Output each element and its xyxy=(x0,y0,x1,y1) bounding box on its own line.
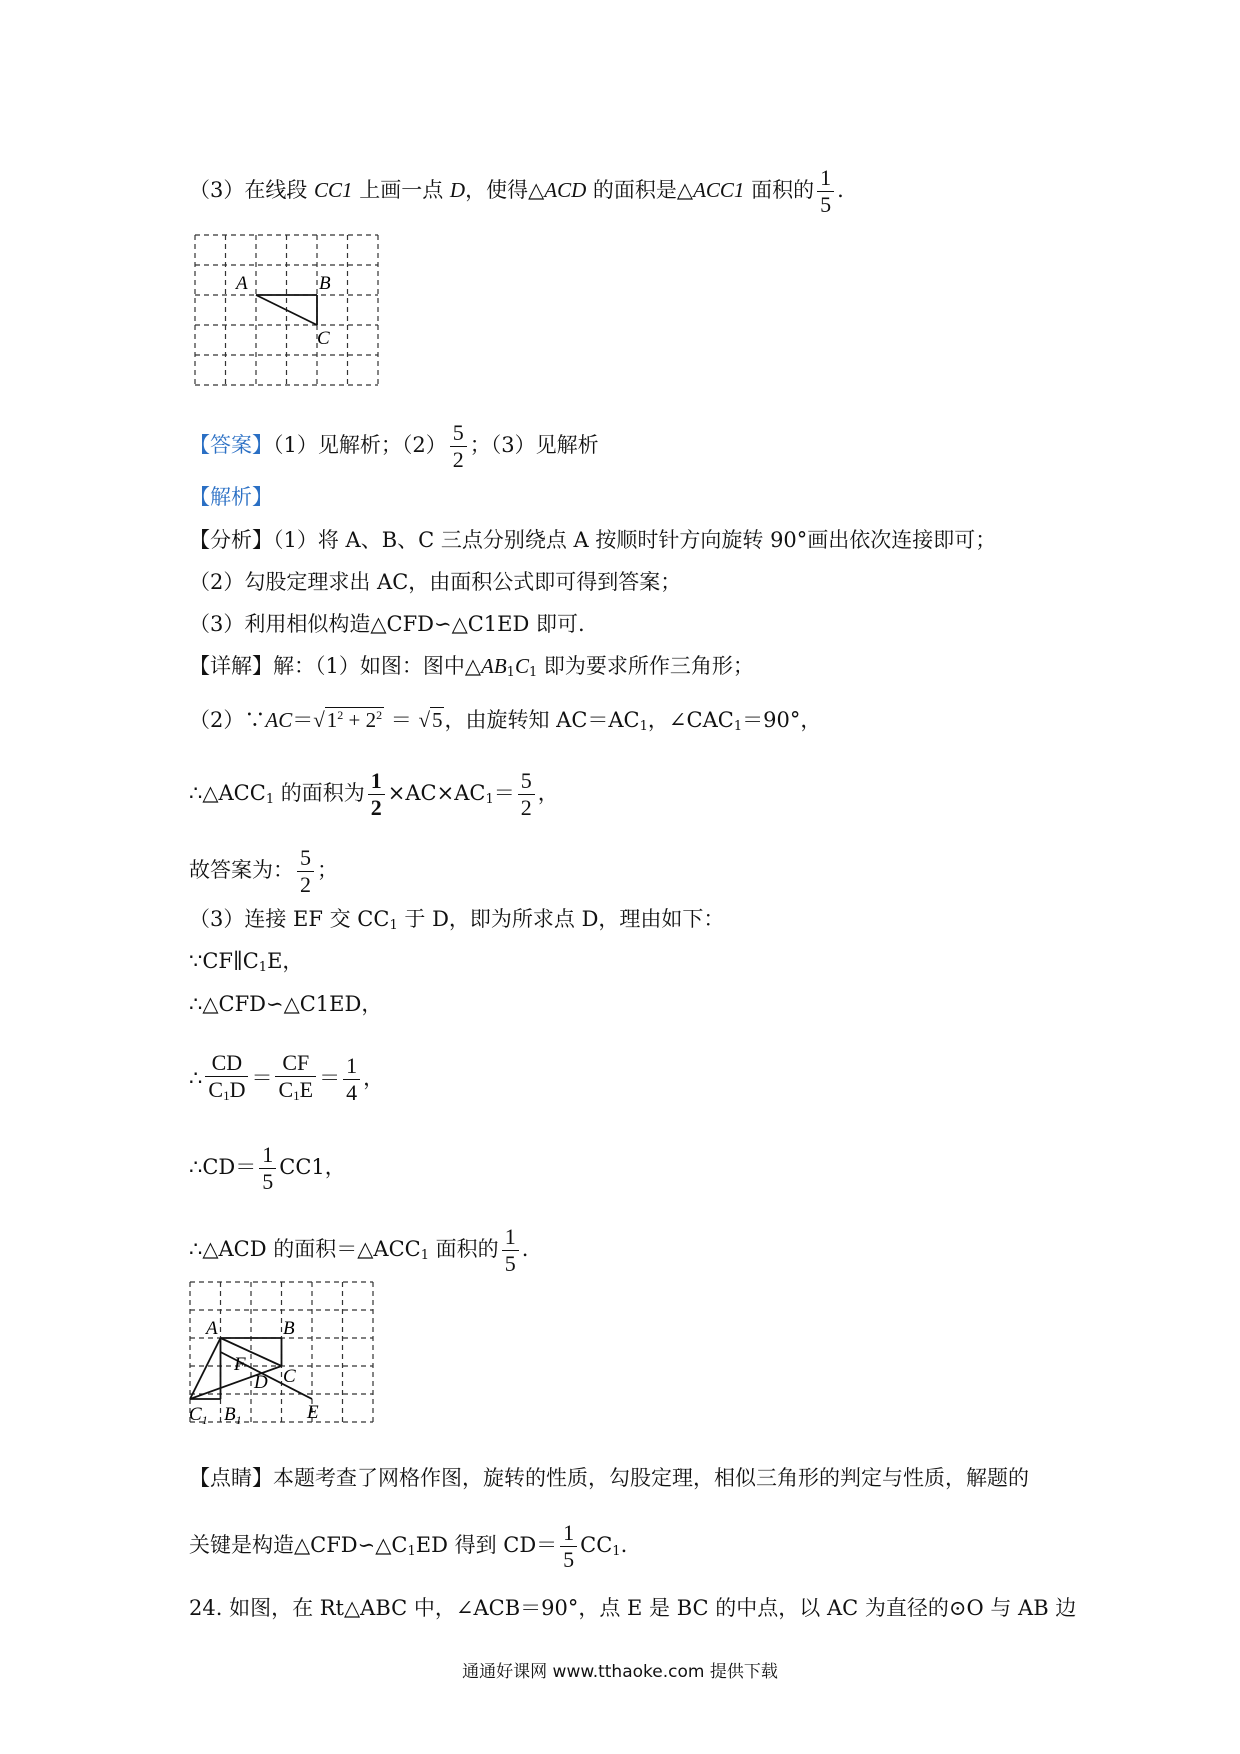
page-footer: 通通好课网 www.tthaoke.com 提供下载 xyxy=(462,1662,778,1682)
label-a: A xyxy=(236,273,248,294)
detail-line-4: 故答案为： $\frac{5}{2}$ ； xyxy=(189,845,338,897)
detail-line-9: ∴CD＝ $\frac{1}{5}$ CC1， xyxy=(189,1142,346,1194)
question-3: （3）在线段 CC1 上画一点 D，使得△ACD 的面积是△ACC1 面积的 $\frac{1}{5}$ . xyxy=(189,165,844,217)
label-d: D xyxy=(254,1372,268,1393)
fraction-one-fifth-3: $\frac{1}{5}$ xyxy=(502,1224,519,1277)
label-e: E xyxy=(307,1402,319,1423)
fraction-one-quarter: $\frac{1}{4}$ xyxy=(343,1053,360,1106)
detail-line-1: 【详解】解：（1）如图：图中$\triangle AB_1C_1$ 即为要求所作三角形； xyxy=(189,654,754,680)
fraction-cf-c1e: $\frac{CF}{C_1E}$ xyxy=(275,1050,316,1109)
dianjing-line-2: 关键是构造$\triangle CFD∽\triangle C_1ED$ 得到 CD＝ $\frac{1}{5}$ $CC_1$. xyxy=(189,1520,628,1572)
fraction-five-halves: $\frac{5}{2}$ xyxy=(450,420,467,473)
detail-line-8: ∴ $\frac{CD}{C_1D}$ ＝ $\frac{CF}{C_1E}$ ＝ $\frac{1}{4}$ ， xyxy=(189,1050,384,1109)
fraction-one-fifth: $\frac{1}{5}$ xyxy=(817,165,834,218)
analysis-line-1: 【分析】（1）将 A、B、C 三点分别绕点 A 按顺时针方向旋转 90°画出依次连接即可； xyxy=(189,528,997,552)
detail-line-2: $(2)\because AC=√1^2 + 2^2 = √5$，由旋转知 $AC=AC_1$，$\angle CAC_1=90^\circ$， xyxy=(189,708,822,734)
analysis-line-3: （3）利用相似构造△CFD∽△C1ED 即可. xyxy=(189,612,585,636)
fraction-five-halves-3: $\frac{5}{2}$ xyxy=(297,845,314,898)
fraction-one-fifth-2: $\frac{1}{5}$ xyxy=(259,1142,276,1195)
segment-ac xyxy=(221,1338,282,1366)
analysis-line-2: （2）勾股定理求出 AC，由面积公式即可得到答案； xyxy=(189,570,682,594)
detail-line-6: $\because CF\parallel C_1E$， xyxy=(189,949,304,975)
detail-line-5: （3）连接 EF 交 $CC_1$ 于 D，即为所求点 D，理由如下： xyxy=(189,907,725,933)
grid-figure-2 xyxy=(188,1280,378,1440)
jiexi-tag: 【解析】 xyxy=(189,485,273,509)
label-a: A xyxy=(206,1318,218,1339)
label-c: C xyxy=(283,1366,296,1387)
detail-line-3: $\therefore\triangle ACC_1$ 的面积为 $\frac{1}{2}$ $\times AC\times AC_1=$ $\frac{5}{2}$ ， xyxy=(189,768,559,820)
detail-line-10: ∴△ACD 的面积$=\triangle ACC_1$ 面积的 $\frac{1}{5}$ . xyxy=(189,1224,529,1276)
label-f: F xyxy=(234,1354,246,1375)
label-c1: $C_1$ xyxy=(189,1404,208,1427)
label-c: C xyxy=(317,328,330,349)
question-24: 24. 如图，在 Rt△ABC 中，∠ACB＝90°，点 E 是 BC 的中点，以 AC 为直径的⊙O 与 AB 边 xyxy=(189,1596,1077,1620)
label-b1: $B_1$ xyxy=(224,1404,242,1427)
fraction-half: $\frac{1}{2}$ xyxy=(368,768,385,821)
dianjing-line-1: 【点睛】本题考查了网格作图，旋转的性质，勾股定理，相似三角形的判定与性质，解题的 xyxy=(189,1466,1029,1490)
answer-line: 【答案】（1）见解析；（2） $\frac{5}{2}$ ；（3）见解析 xyxy=(189,420,599,472)
label-b: B xyxy=(283,1318,295,1339)
fraction-cd-c1d: $\frac{CD}{C_1D}$ xyxy=(205,1050,248,1109)
detail-line-7: ∴△CFD∽△C1ED， xyxy=(189,992,383,1016)
sqrt-five: √5 xyxy=(418,708,443,732)
fraction-five-halves-2: $\frac{5}{2}$ xyxy=(518,768,535,821)
label-b: B xyxy=(319,273,331,294)
grid-figure-1 xyxy=(193,233,383,393)
fraction-one-fifth-4: $\frac{1}{5}$ xyxy=(560,1520,577,1573)
sqrt-expression: $√1^2 + 2^2$ xyxy=(313,708,383,732)
